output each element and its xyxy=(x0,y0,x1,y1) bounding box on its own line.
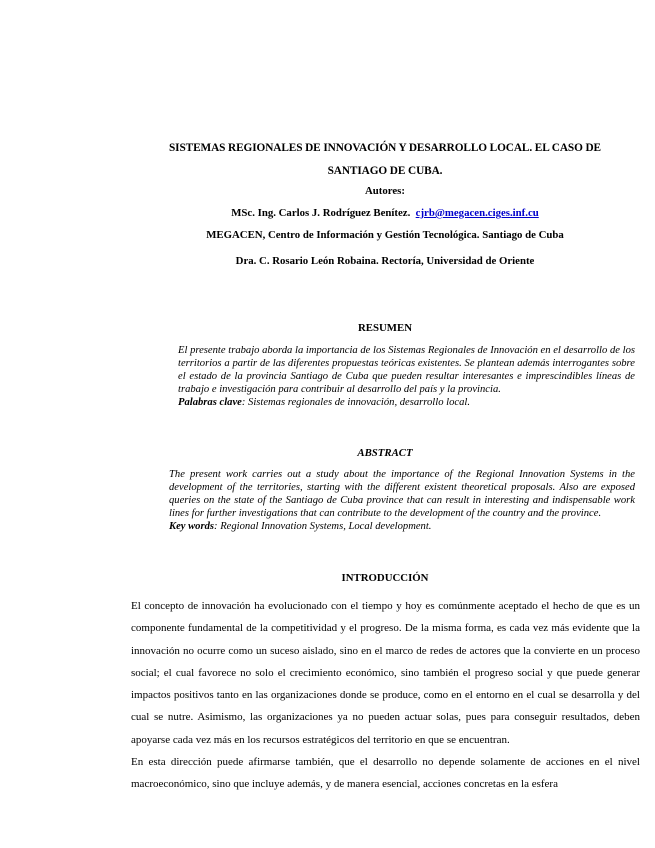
author-1-email-link[interactable]: cjrb@megacen.ciges.inf.cu xyxy=(415,207,539,219)
resumen-keywords-value: : Sistemas regionales de innovación, desarrollo local. xyxy=(241,397,470,409)
resumen-keywords xyxy=(178,396,635,409)
author-1-line xyxy=(130,207,640,219)
abstract-text: The present work carries out a study about the importance of the Regional Innovation Systems in the development of the territories, starting with the different existent theoretical proposals. Also are exposed queries on the state of the Santiago de Cuba province that can result in interesting and indispensable work lines for further investigations that can contribute to the development of the country and the province. xyxy=(169,469,635,520)
authors-label: Autores: xyxy=(365,185,405,197)
resumen-block xyxy=(178,344,635,409)
author-1-affiliation: MEGACEN, Centro de Información y Gestión Tecnológica. Santiago de Cuba xyxy=(206,229,564,241)
paper-title-line-2: SANTIAGO DE CUBA. xyxy=(327,165,443,177)
abstract-keywords xyxy=(169,520,635,533)
resumen-text: El presente trabajo aborda la importancia de los Sistemas Regionales de Innovación en el desarrollo de los territorios a partir de las diferentes propuestas teóricas existentes. Se plantean además interrogantes sobre el estado de la provincia Santiago de Cuba que pueden resultar interesantes e imprescindibles líneas de trabajo e investigación para contribuir al desarrollo del país y la provincia. xyxy=(178,345,635,396)
introduccion-paragraph-2: En esta dirección puede afirmarse también, que el desarrollo no depende solamente de acciones en el nivel macroeconómico, sino que incluye además, y de manera esencial, acciones concretas en la esfera xyxy=(131,756,640,791)
paper-title-line-1: SISTEMAS REGIONALES DE INNOVACIÓN Y DESARROLLO LOCAL. EL CASO DE xyxy=(169,142,601,154)
resumen-keywords-label: Palabras clave xyxy=(178,397,242,409)
abstract-block xyxy=(169,468,635,533)
introduccion-body xyxy=(131,595,640,796)
resumen-heading: RESUMEN xyxy=(358,322,412,334)
abstract-keywords-label: Key words xyxy=(169,521,215,533)
author-2-line: Dra. C. Rosario León Robaina. Rectoría, Universidad de Oriente xyxy=(235,255,535,267)
introduccion-heading: INTRODUCCIÓN xyxy=(341,572,429,584)
abstract-heading: ABSTRACT xyxy=(357,447,413,459)
author-1-name: MSc. Ing. Carlos J. Rodríguez Benítez. xyxy=(231,207,411,219)
abstract-keywords-value: : Regional Innovation Systems, Local development. xyxy=(214,521,432,533)
introduccion-paragraph-1: El concepto de innovación ha evolucionado con el tiempo y hoy es comúnmente aceptado el hecho de que es un componente fundamental de la competitividad y el progreso. De la misma forma, es cada vez más evidente que la innovación no ocurre como un suceso aislado, sino en el marco de redes de actores que la convierte en un proceso social; el cual favorece no solo el crecimiento económico, sino también el progreso social y que puede generar impactos positivos tanto en las organizaciones donde se produce, como en el entorno en el cual se desarrolla y del cual se nutre. Asimismo, las organizaciones ya no pueden actuar solas, pues para conseguir resultados, deben apoyarse cada vez más en los recursos estratégicos del territorio en que se encuentran. xyxy=(131,600,640,746)
